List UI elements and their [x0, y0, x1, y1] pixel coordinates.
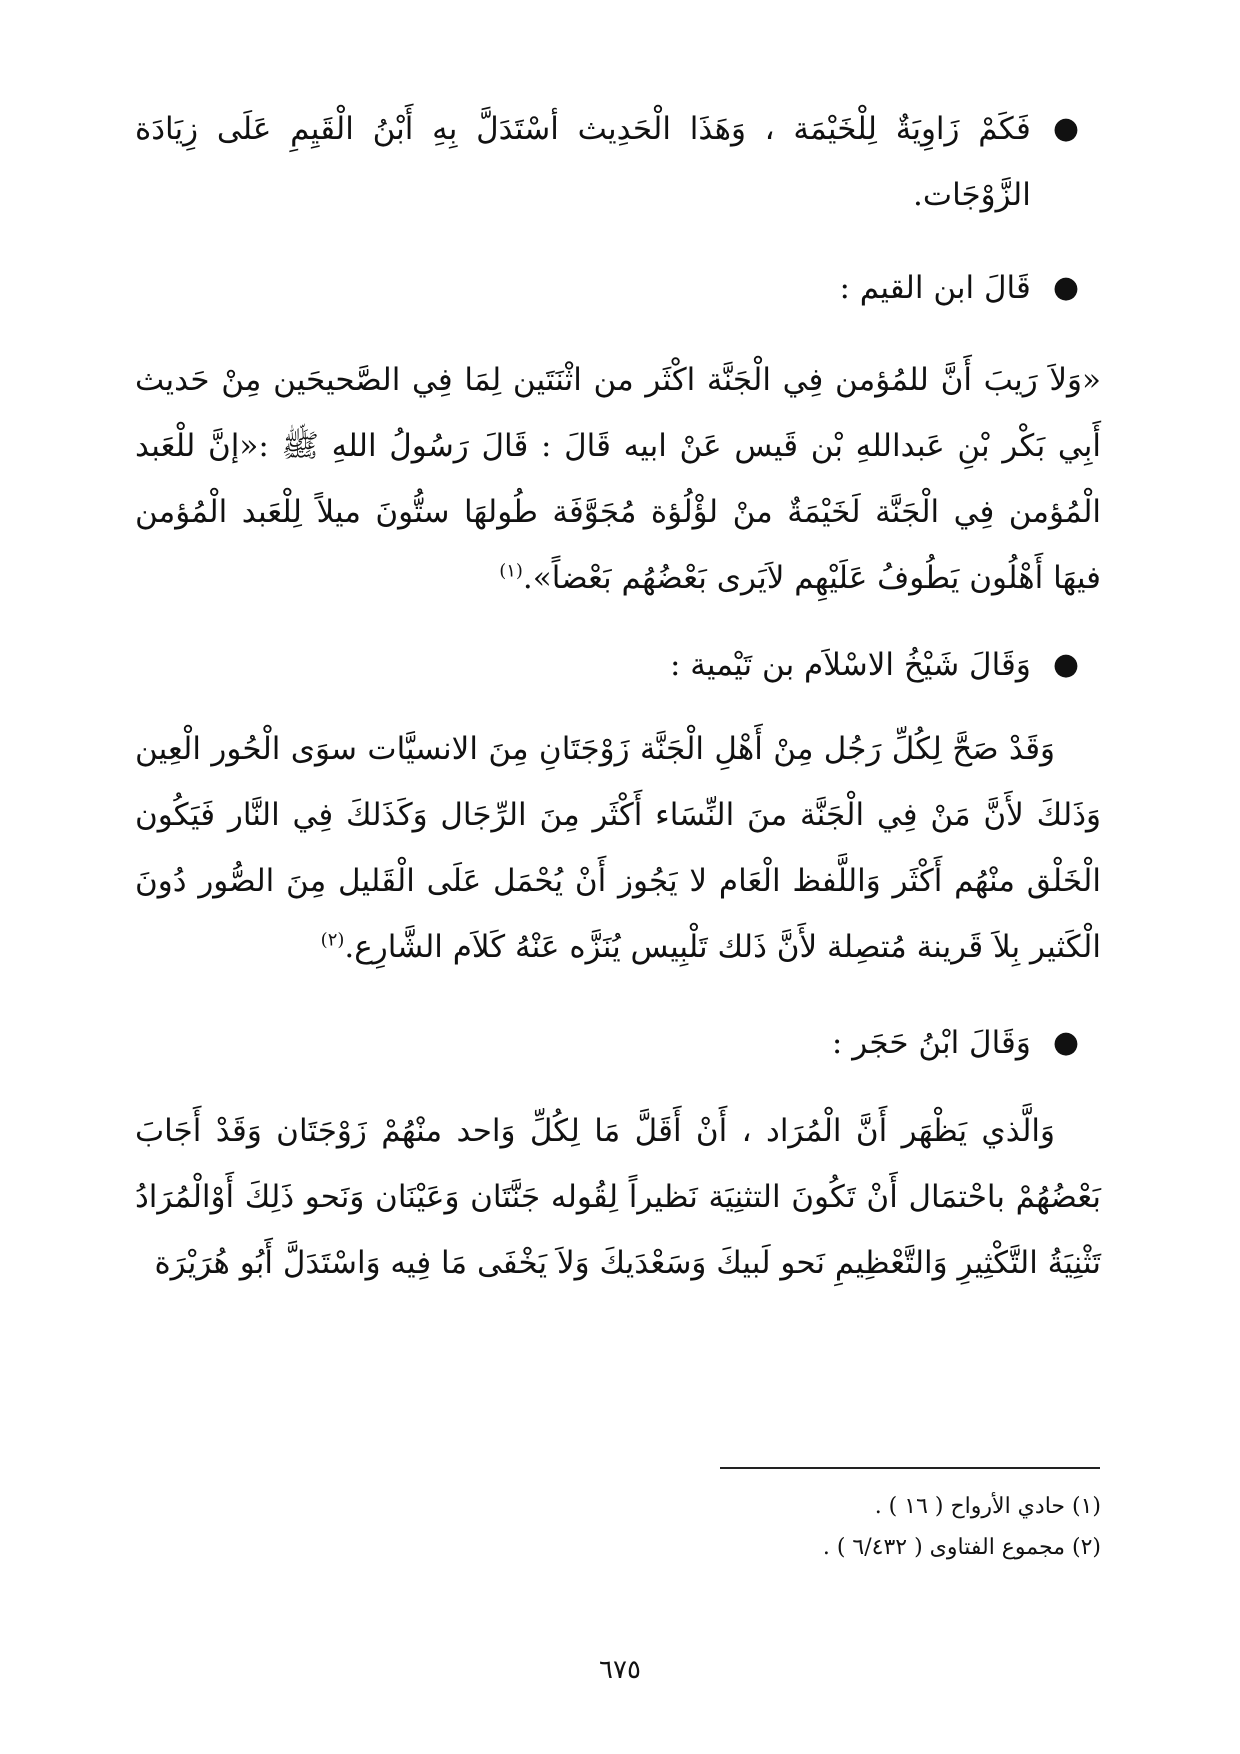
bullet-icon: ●: [1052, 647, 1079, 682]
footnote-ref-1: (١): [499, 560, 523, 582]
heading-text: قَالَ ابن القيم :: [839, 270, 1031, 306]
body-paragraph: [135, 1098, 1101, 1296]
footnote-divider: [720, 1467, 1100, 1469]
heading-ibn-alqayyim: [135, 255, 1101, 321]
paragraph-ibn-hajar: [135, 1098, 1101, 1296]
heading-text: وَقَالَ ابْنُ حَجَر :: [831, 1025, 1031, 1061]
bullet-icon: ●: [1052, 270, 1079, 305]
paragraph-ibn-taymiyyah: [135, 716, 1101, 980]
paragraph-text: وَقَدْ صَحَّ لِكُلِّ رَجُل مِنْ أَهْلِ الْجَنَّة زَوْجَتَانِ مِنَ الانسيَّات سوَى الْحُور الْعِين وَذَلكَ لأَنَّ مَنْ فِي الْجَنَّة منَ النِّسَاء أَكْثَر مِنَ الرِّجَال وَكَذَلكَ فِي النَّار فَيَكُون الْخَلْق منْهُم أَكْثَر وَاللَّفظ الْعَام لا يَجُوز أَنْ يُحْمَل عَلَى الْقَليل مِنَ الصُّور دُونَ الْكَثير بِلاَ قَرينة مُتصِلة لأَنَّ ذَلك تَلْبِيس يُنَزَّه عَنْهُ كَلاَم الشَّارِع.: [135, 731, 1101, 965]
heading-text: وَقَالَ شَيْخُ الاسْلاَم بن تَيْمية :: [669, 647, 1031, 683]
paragraph-text: وَالَّذي يَظْهَر أَنَّ الْمُرَاد ، أَنْ أَقَلَّ مَا لِكُلِّ وَاحد منْهُمْ زَوْجَتَان وَقَدْ أَجَابَ بَعْضُهُمْ باحْتمَال أَنْ تَكُونَ التثنِيَة نَظيراً لِقُوله جَنَّتَان وَعَيْنَان وَنَحو ذَلِكَ أَوْالْمُرَادُ تَثْنِيَةُ التَّكْثِيرِ وَالتَّعْظِيمِ نَحو لَبيكَ وَسَعْدَيكَ وَلاَ يَخْفَى مَا فِيه وَاسْتَدَلَّ أَبُو هُرَيْرَة: [135, 1113, 1101, 1281]
footnote-ref-2: (٢): [320, 929, 345, 951]
bullet-paragraph-tent: [135, 96, 1101, 228]
footnote-2: (٢) مجموع الفتاوى ( ٦/٤٣٢ ) .: [822, 1535, 1101, 1560]
quote-paragraph: [135, 347, 1101, 611]
footnote-1: (١) حادي الأرواح ( ١٦ ) .: [874, 1494, 1101, 1519]
footnotes: [135, 1486, 1101, 1568]
quote-paragraph-ibn-alqayyim: [135, 347, 1101, 611]
heading-ibn-taymiyyah: [135, 632, 1101, 698]
quote-text: «وَلاَ رَيبَ أَنَّ للمُؤمن فِي الْجَنَّة اكْثَر من اثْنَتَين لِمَا فِي الصَّحيحَين مِنْ حَديث أَبِي بَكْر بْنِ عَبداللهِ بْن قَيس عَنْ ابيه قَالَ : قَالَ رَسُولُ اللهِ ﷺ :«إنَّ للْعَبد الْمُؤمن فِي الْجَنَّة لَخَيْمَةٌ منْ لؤْلُؤة مُجَوَّفَة طُولهَا ستُّونَ ميلاً لِلْعَبد الْمُؤمن فيهَا أَهْلُون يَطُوفُ عَلَيْهِم لاَيَرى بَعْضُهُم بَعْضاً».: [135, 362, 1101, 596]
page-number: ٦٧٥: [599, 1655, 641, 1685]
bullet-icon: ●: [1052, 111, 1079, 146]
heading-ibn-hajar: [135, 1010, 1101, 1076]
body-paragraph: [135, 716, 1101, 980]
paragraph-text: فَكَمْ زَاوِيَةٌ لِلْخَيْمَة ، وَهَذَا الْحَدِيث أسْتَدَلَّ بِهِ أَبْنُ الْقَيِمِ عَلَى زِيَادَة الزَّوْجَات.: [135, 111, 1031, 213]
bullet-icon: ●: [1052, 1025, 1079, 1060]
